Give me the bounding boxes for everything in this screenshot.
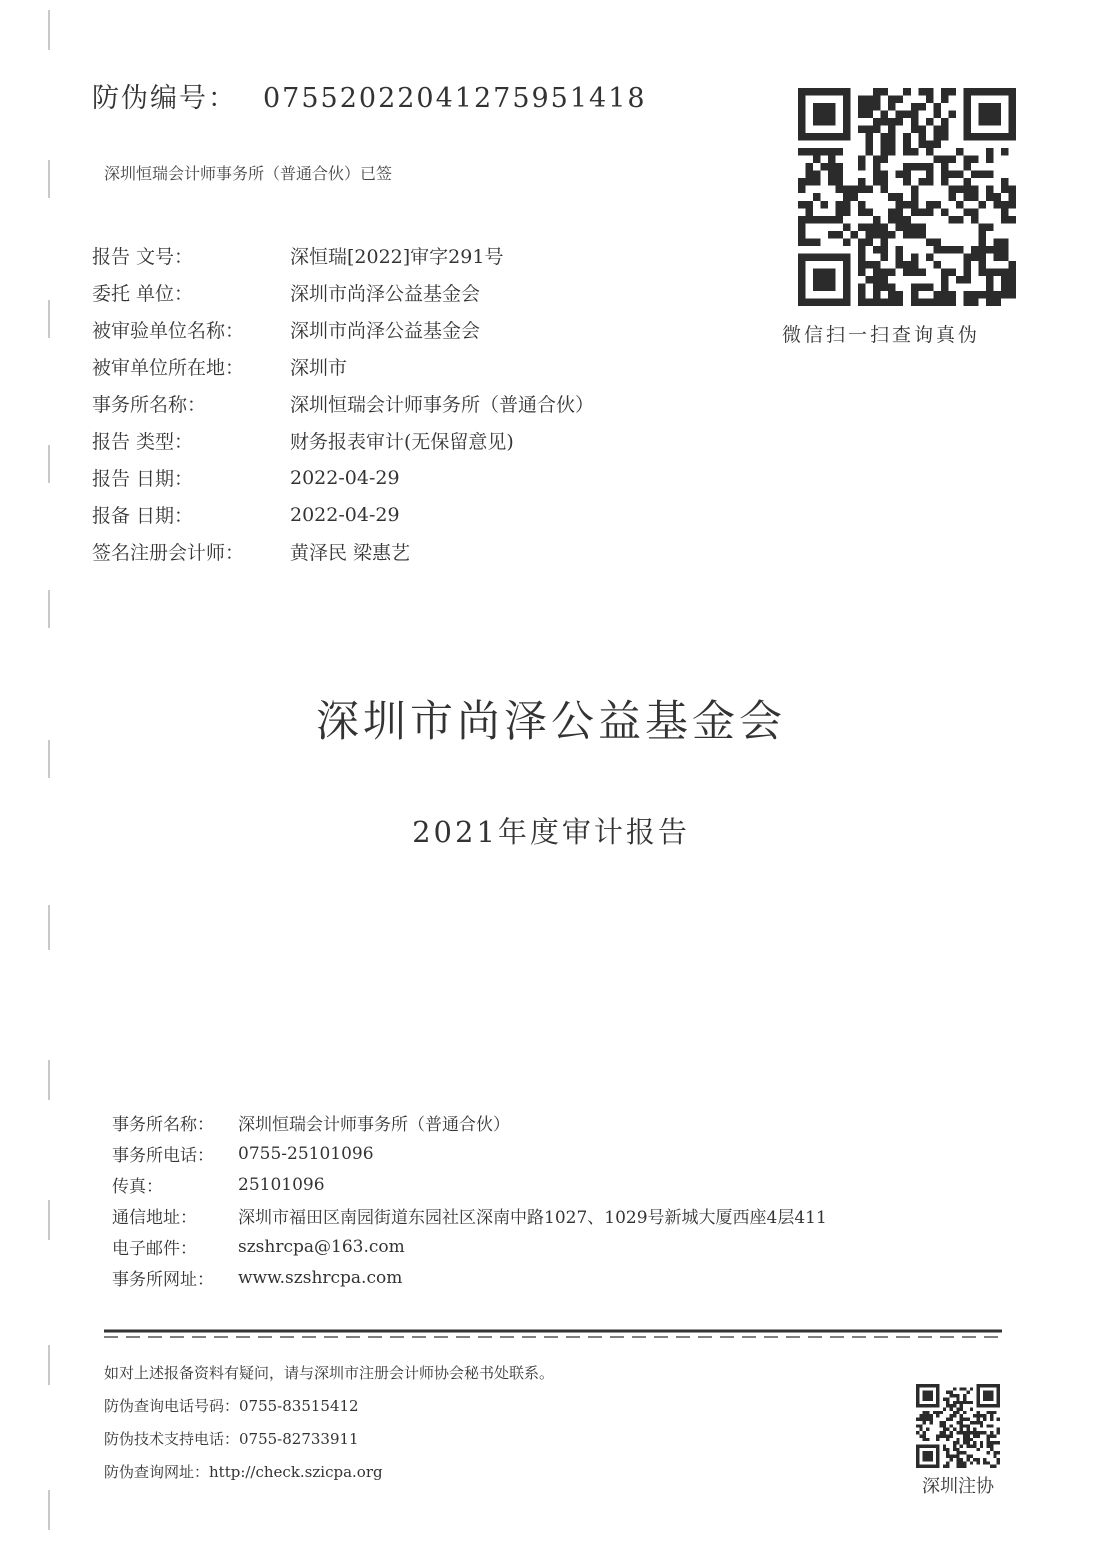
info-row-report-date <box>92 459 594 496</box>
firm-label: 事务所电话： <box>112 1146 214 1166</box>
info-row-location <box>92 348 594 385</box>
firm-row-website <box>112 1262 827 1293</box>
firm-value: www.szshrcpa.com <box>238 1267 403 1288</box>
info-label: 事务所名称： <box>92 394 207 416</box>
firm-value: 深圳市福田区南园街道东园社区深南中路1027、1029号新城大厦西座4层411 <box>238 1208 827 1228</box>
notice-line: 防伪查询网址：http://check.szicpa.org <box>104 1463 383 1481</box>
info-value: 深圳恒瑞会计师事务所（普通合伙） <box>290 394 595 416</box>
signed-text: 深圳恒瑞会计师事务所（普通合伙）已签 <box>104 164 393 183</box>
notice-line: 如对上述报备资料有疑问，请与深圳市注册会计师协会秘书处联系。 <box>104 1364 555 1382</box>
qr-code-icon[interactable] <box>798 88 1016 306</box>
verification-notice <box>104 1356 554 1488</box>
info-value: 深圳市尚泽公益基金会 <box>290 283 481 305</box>
anti-fake-label: 防伪编号： <box>92 83 237 114</box>
info-value: 2022-04-29 <box>290 503 400 526</box>
info-row-filing-date <box>92 496 594 533</box>
firm-label: 事务所网址： <box>112 1270 214 1290</box>
notice-line: 防伪技术支持电话：0755-82733911 <box>104 1430 359 1448</box>
info-value: 黄泽民 梁惠艺 <box>290 542 411 564</box>
info-label: 被审单位所在地： <box>92 357 245 379</box>
binding-marks <box>48 0 52 1557</box>
info-value: 深圳市尚泽公益基金会 <box>290 320 481 342</box>
firm-label: 电子邮件： <box>112 1239 197 1259</box>
qr-caption: 微信扫一扫查询真伪 <box>782 324 981 346</box>
info-row-firm-name <box>92 385 594 422</box>
info-value: 深恒瑞[2022]审字291号 <box>290 246 504 268</box>
info-label: 报告 类型： <box>92 431 194 453</box>
firm-row-address <box>112 1200 827 1231</box>
report-title: 2021年度审计报告 <box>412 815 690 849</box>
info-row-report-type <box>92 422 594 459</box>
organization-title: 深圳市尚泽公益基金会 <box>316 697 786 747</box>
qr-code-icon[interactable] <box>916 1384 1000 1468</box>
section-divider <box>104 1329 1002 1339</box>
info-row-client <box>92 274 594 311</box>
info-label: 报告 日期： <box>92 468 194 490</box>
info-value: 2022-04-29 <box>290 466 400 489</box>
firm-row-email <box>112 1231 827 1262</box>
info-label: 被审验单位名称： <box>92 320 245 342</box>
info-row-signing-cpa <box>92 533 594 570</box>
firm-row-fax <box>112 1169 827 1200</box>
info-label: 委托 单位： <box>92 283 194 305</box>
anti-fake-line <box>92 76 647 115</box>
firm-label: 通信地址： <box>112 1208 197 1228</box>
info-label: 签名注册会计师： <box>92 542 245 564</box>
firm-label: 事务所名称： <box>112 1115 214 1135</box>
report-info <box>92 237 594 570</box>
info-label: 报备 日期： <box>92 505 194 527</box>
firm-value: 0755-25101096 <box>238 1143 374 1164</box>
firm-value: 25101096 <box>238 1174 325 1195</box>
firm-row-name <box>112 1107 827 1138</box>
firm-value: szshrcpa@163.com <box>238 1236 405 1257</box>
firm-row-phone <box>112 1138 827 1169</box>
firm-label: 传真： <box>112 1177 163 1197</box>
qr-small-caption: 深圳注协 <box>922 1476 994 1497</box>
info-value: 深圳市 <box>290 357 348 379</box>
info-value: 财务报表审计(无保留意见) <box>290 431 514 453</box>
info-row-audited-entity <box>92 311 594 348</box>
firm-value: 深圳恒瑞会计师事务所（普通合伙） <box>238 1115 510 1135</box>
info-label: 报告 文号： <box>92 246 194 268</box>
anti-fake-number: 07552022041275951418 <box>263 83 647 114</box>
notice-line: 防伪查询电话号码：0755-83515412 <box>104 1397 359 1415</box>
info-row-report-number <box>92 237 594 274</box>
firm-info <box>112 1107 827 1293</box>
